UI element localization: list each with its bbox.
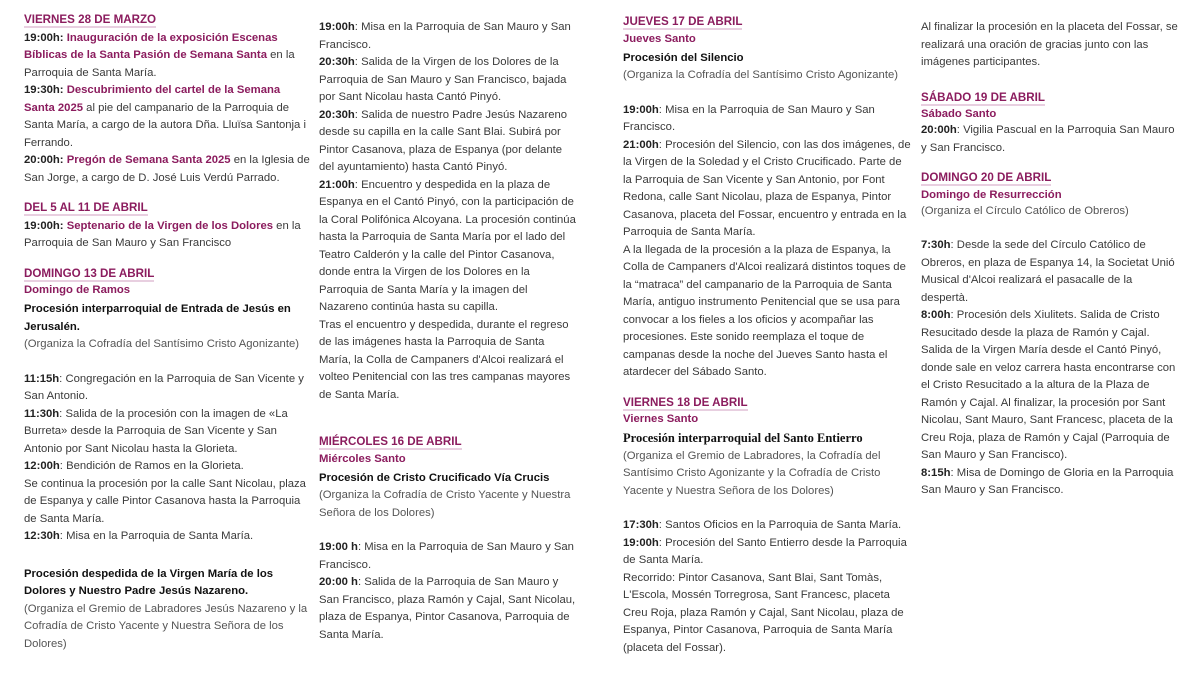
section-subheading: Miércoles Santo xyxy=(319,452,406,465)
section-viernes-28-marzo xyxy=(24,12,312,187)
organizer-note: (Organiza la Cofradía del Santísimo Cristo Agonizante) xyxy=(24,338,300,350)
event-entry: 19:00h: Misa en la Parroquia de San Mauro y San Francisco. xyxy=(319,21,571,51)
event-entry: 20:00h: Pregón de Semana Santa 2025 en la Iglesia de San Jorge, a cargo de D. José Luis Verdú Parrado. xyxy=(24,154,310,184)
section-miercoles-16-abril xyxy=(319,434,577,644)
section-subheading: Domingo de Resurrección xyxy=(921,188,1062,201)
paragraph: Salida de la Virgen María desde el Cantó Pinyó, donde sale en veloz carrera hasta encontrarse con el Cristo Resucitado a la altura de la Plaza de Ramón y Cajal. Al finalizar, la procesión por Sant Nicolau, Sant Mauro, Sant Francesc, placeta de la Creu Roja, plaza de Ramón y Cajal (Parroquia de San Mauro y San Francisco). xyxy=(921,344,1176,461)
procession-title: Procesión del Silencio xyxy=(623,51,744,64)
event-entry: 7:30h: Desde la sede del Círculo Católico de Obreros, en plaza de Espanya 14, la Societat Unió Musical d'Alcoi realizará el pasacalle de la despertà. xyxy=(921,239,1175,304)
section-del-5-al-11-abril xyxy=(24,200,312,253)
section-sabado-19-abril xyxy=(921,90,1179,158)
section-heading: DOMINGO 13 DE ABRIL xyxy=(24,266,155,280)
paragraph: Se continua la procesión por la calle Sant Nicolau, plaza de Espanya y calle Pintor Casanova hasta la Parroquia de Santa María. xyxy=(24,477,306,525)
event-entry: 8:15h: Misa de Domingo de Gloria en la Parroquia San Mauro y San Francisco. xyxy=(921,466,1174,496)
section-subheading: Jueves Santo xyxy=(623,32,696,45)
column-2 xyxy=(319,19,577,675)
paragraph: A la llegada de la procesión a la plaza de Espanya, la Colla de Campaners d'Alcoi realizará distintos toques de la “matraca” del campanario de la Parroquia de Santa María, antiguo instrumento Penitencial que se usa para convocar a los fieles a los oficios y acompañar las procesiones. Este sonido reemplaza el toque de campanas desde la noche del Jueves Santo hasta el atardecer del Sábado Santo. xyxy=(623,243,906,378)
procession-title: Procesión despedida de la Virgen María de los Dolores y Nuestro Padre Jesús Nazareno. xyxy=(24,567,274,597)
section-subheading: Domingo de Ramos xyxy=(24,284,131,296)
procession-title: Procesión interparroquial del Santo Entierro xyxy=(623,431,863,445)
column-1 xyxy=(24,12,312,675)
column-3 xyxy=(623,14,913,675)
event-entry: 11:15h: Congregación en la Parroquia de San Vicente y San Antonio. xyxy=(24,372,304,402)
section-viernes-18-abril xyxy=(623,395,913,658)
section-heading: MIÉRCOLES 16 DE ABRIL xyxy=(319,435,462,448)
event-entry: 20:00h: Vigilia Pascual en la Parroquia San Mauro y San Francisco. xyxy=(921,124,1175,154)
paragraph: Tras el encuentro y despedida, durante el regreso de las imágenes hasta la Parroquia de Santa María, la Colla de Campaners d'Alcoi realizará el volteo Penitencial con las tres campanas mayores de Santa María. xyxy=(319,318,571,401)
event-entry: 20:00 h: Salida de la Parroquia de San Mauro y San Francisco, plaza Ramón y Cajal, Sant Nicolau, plaza de Espanya, Pintor Casanova, Parroquia de Santa María. xyxy=(319,576,576,641)
event-entry: 17:30h: Santos Oficios en la Parroquia de Santa María. xyxy=(623,519,902,531)
event-entry: 19:00h: Inauguración de la exposición Escenas Bíblicas de la Santa Pasión de Semana Santa en la Parroquia de Santa María. xyxy=(24,31,295,79)
event-entry: 20:30h: Salida de la Virgen de los Dolores de la Parroquia de San Mauro y San Francisco, bajada por Sant Nicolau hasta Cantó Pinyó. xyxy=(319,56,567,103)
organizer-note: (Organiza el Gremio de Labradores, la Cofradía del Santísimo Cristo Agonizante y la Cofradía de Cristo Yacente y Nuestra Señora de los Dolores) xyxy=(623,449,881,497)
section-jueves-17-abril xyxy=(623,14,913,382)
section-heading: SÁBADO 19 DE ABRIL xyxy=(921,90,1045,104)
event-entry: 19:00h: Misa en la Parroquia de San Mauro y San Francisco. xyxy=(623,103,875,133)
section-heading: DOMINGO 20 DE ABRIL xyxy=(921,171,1052,184)
section-subheading: Viernes Santo xyxy=(623,413,699,425)
section-domingo-20-abril xyxy=(921,170,1179,500)
event-entry: 19:30h: Descubrimiento del cartel de la Semana Santa 2025 al pie del campanario de la Parroquia de Santa María, a cargo de la autora Dña. Lluïsa Santonja i Ferrando. xyxy=(24,84,306,149)
organizer-note: (Organiza el Gremio de Labradores Jesús Nazareno y la Cofradía de Cristo Yacente y Nuestra Señora de los Dolores) xyxy=(24,602,308,650)
event-entry: 19:00h: Procesión del Santo Entierro desde la Parroquia de Santa María. xyxy=(623,536,907,566)
section-heading: VIERNES 18 DE ABRIL xyxy=(623,395,748,409)
section-domingo-13-abril xyxy=(24,266,312,654)
organizer-note: (Organiza el Círculo Católico de Obreros) xyxy=(921,204,1129,217)
section-heading: DEL 5 AL 11 DE ABRIL xyxy=(24,201,148,214)
organizer-note: (Organiza la Cofradía del Santísimo Cristo Agonizante) xyxy=(623,69,899,81)
event-entry: 12:30h: Misa en la Parroquia de Santa María. xyxy=(24,530,254,542)
event-entry: 19:00 h: Misa en la Parroquia de San Mauro y San Francisco. xyxy=(319,541,574,571)
organizer-note: (Organiza la Cofradía de Cristo Yacente y Nuestra Señora de los Dolores) xyxy=(319,489,571,519)
event-entry: 19:00h: Septenario de la Virgen de los Dolores en la Parroquia de San Mauro y San Francisco xyxy=(24,219,301,249)
section-subheading: Sábado Santo xyxy=(921,108,997,120)
column-4 xyxy=(921,19,1179,675)
paragraph: Recorrido: Pintor Casanova, Sant Blai, Sant Tomàs, L'Escola, Mossén Torregrosa, Sant Francesc, placeta Creu Roja, plaza Ramón y Cajal, Sant Nicolau, plaza de Espanya, Pintor Casanova, Parroquia de Santa María (placeta del Fossar). xyxy=(623,571,904,654)
event-entry: 12:00h: Bendición de Ramos en la Glorieta. xyxy=(24,460,244,472)
event-entry: 20:30h: Salida de nuestro Padre Jesús Nazareno desde su capilla en la calle Sant Blai. Subirá por Pintor Casanova, plaza de Espanya (por delante del ayuntamiento) hasta Cantó Pinyó. xyxy=(319,108,568,173)
procession-title: Procesión de Cristo Crucificado Vía Crucis xyxy=(319,471,550,484)
section-heading: JUEVES 17 DE ABRIL xyxy=(623,15,743,28)
section-heading: VIERNES 28 DE MARZO xyxy=(24,13,157,26)
event-entry: 8:00h: Procesión dels Xiulitets. Salida de Cristo Resucitado desde la plaza de Ramón y Cajal. xyxy=(921,309,1160,339)
event-entry: 21:00h: Encuentro y despedida en la plaza de Espanya en el Cantó Pinyó, con la participación de la Coral Polifónica Alcoyana. La procesión continúa hasta la Parroquia de Santa María por el lado del Teatro Calderón y la calle del Pintor Casanova, donde entra la Virgen de los Dolores en la Parroquia de Santa María y la imagen del Nazareno continúa hasta su capilla. xyxy=(319,178,576,313)
paragraph: Al finalizar la procesión en la placeta del Fossar, se realizará una oración de gracias junto con las imágenes participantes. xyxy=(921,21,1178,68)
event-entry: 21:00h: Procesión del Silencio, con las dos imágenes, de la Virgen de la Soledad y el Cristo Crucificado. Parte de la Parroquia de San Vicente y San Antonio, por Font Redona, calle Sant Nicolau, plaza de Espanya, Pintor Casanova, placeta del Fossar, encuentro y entrada en la Parroquia de Santa María. xyxy=(623,138,911,238)
procession-title: Procesión interparroquial de Entrada de Jesús en Jerusalén. xyxy=(24,303,291,333)
event-entry: 11:30h: Salida de la procesión con la imagen de «La Burreta» desde la Parroquia de San Vicente y San Antonio por Sant Nicolau hasta la Glorieta. xyxy=(24,407,288,455)
